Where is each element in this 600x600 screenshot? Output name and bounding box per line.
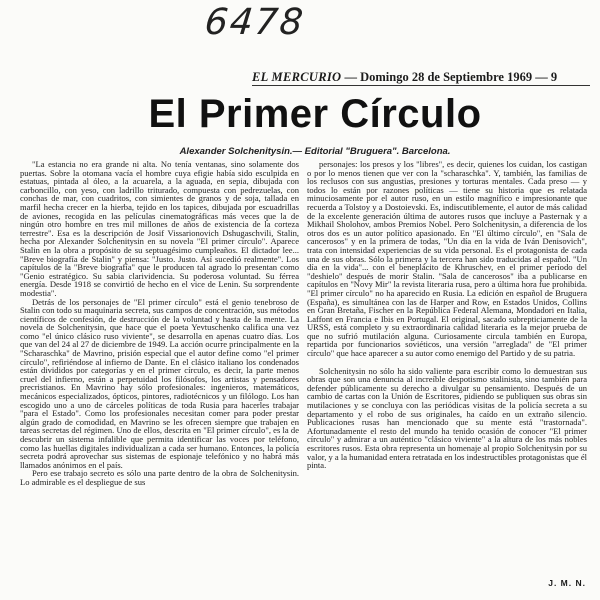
page-number: 9 xyxy=(550,70,558,84)
masthead-rule xyxy=(252,85,590,86)
article-paragraph: "La estancia no era grande ni alta. No tenía ventanas, sino solamente dos puertas. Sobre la otomana vacía el hombre cuya efigie había sido esculpida en estatuas, pintada al óleo, a la acuarela, a la aguada, en sepia, dibujada con carboncillo, con yeso, con ladrillo triturado, compuesta con pedrezuelas, con conchas de mar, con cuadritos, con simientes de granos y de soja, tallada en marfil hecha crecer en la hierba, tejido en los tapices, dibujada por escuadrillas de aviones, recogida en las películas cinematográficas más veces que la de ningún otro hombre en tres mil millones de años de existencia de la corteza terrestre". Esa es la descripción de Josif Vissarionovich Dshugaschvili, Stalin, hecha por Alexander Solchenitysin en su novela "El primer círculo". Aparece Stalin en la obra a propósito de su septuagésimo cumpleaños. El dictador lee... "Breve biografía de Stalin" y piensa: "Justo. Justo. Así sucedió realmente". Los capítulos de la "Breve biografía" que le producen tal agrado lo presentan como "Genio estratégico. Su sabia clarividencia. Su poderosa voluntad. Su férrea energía. Desde 1918 se convirtió de hecho en el vice de Lenin. Su sorprendente modestia". xyxy=(20,160,299,298)
newspaper-masthead xyxy=(252,70,592,85)
article-paragraph: Solchenitysin no sólo ha sido valiente para escribir como lo demuestran sus obras que son una denuncia al increíble despotismo stalinista, sino también para defender públicamente su derecho a divulgar su pensamiento. Después de un cambio de cartas con la Unión de Escritores, pidiendo se publiquen sus obras sin mutilaciones y se concluya con las periódicas visitas de la policía secreta a su departamento y el robo de sus originales, ha caído en un extraño silencio. Publicaciones rusas han mencionado que su mente está "trastornada". Afortunadamente el resto del mundo ha tenido ocasión de conocer "El primer círculo" y admirar a un auténtico "clásico viviente" a la altura de los más nobles escritores rusos. Esta obra representa un homenaje al propio Solchenitysin por su valor, y a la humanidad entera retratada en los indestructibles protagonistas que él pinta. xyxy=(307,365,587,471)
article-headline: El Primer Círculo xyxy=(148,92,482,136)
article-paragraph: Pero ese trabajo secreto es sólo una parte dentro de la obra de Solchenitysin. Lo admirable es el despliegue de sus xyxy=(20,468,299,487)
article-column-right xyxy=(307,160,587,590)
article-paragraph: personajes: los presos y los "libres", es decir, quienes los cuidan, los castigan o por lo menos tienen que ver con la "scharaschka". Y, también, las familias de los reclusos con sus angustias, presiones y torturas mentales. Cada preso — y todos lo están por razones políticas — tiene su historia que es relatada minuciosamente por el autor ruso, en un estilo magnífico e impresionante que recuerda a Tolstoy y a Dostoievski. Es, indiscutiblemente, el autor de más calidad de la excelente generación última de autores rusos que incluye a Pasternak y a Mikhail Sholohov, ambos Premios Nobel. Pero Solchenitysin, a diferencia de los otros dos es un autor político apasionado. En "El último círculo", en "Sala de cancerosos" y en la primera de todas, "Un día en la vida de Iván Denisovich", trata con intensidad experiencias de su vida personal. Es el protagonista de cada una de sus obras. Sólo la primera y la tercera han sido traducidas al español. "Un día en la vida"... con el beneplácito de Khruschev, en el primer período del "deshielo" después de morir Stalin. "Sala de cancerosos" iba a publicarse en capítulos en "Novy Mir" la revista literaria rusa, pero a última hora fue prohibida. "El primer círculo" no ha aparecido en Rusia. La edición en español de Bruguera (España), es simultánea con las de Harper and Row, en Estados Unidos, Collins en Gran Bretaña, Fischer en la República Federal Alemana, Mondadori en Italia, Laffont en Francia e Ibis en Portugal. El original, sacado subrepticiamente de la URSS, está completo y su extraordinaria calidad literaria es la mejor prueba de que no sufrió mutilación alguna. Curiosamente circula también en Europa, repartida por funcionarios soviéticos, una versión "arreglada" de "El primer círculo" que hace aparecer a su autor como enemigo del Partido y de su patria. xyxy=(307,160,587,359)
publication-date: — Domingo 28 de Septiembre 1969 — xyxy=(344,70,548,84)
article-paragraph: Detrás de los personajes de "El primer círculo" está el genio tenebroso de Stalin con todo su maquinaria secreta, sus campos de concentración, sus métodos científicos de confesión, de destrucción de la voluntad y hasta de la mente. La novela de Solchenitysin, que hace que el poeta Yevtuschenko califica una vez como "el único clásico ruso viviente", se desarrolla en apenas cuatro días. Los que van del 24 al 27 de diciembre de 1949. La acción ocurre principalmente en la "Scharaschka" de Mavrino, prisión especial que el autor define como "el primer círculo", refiriéndose al infierno de Dante. En el clásico italiano los condenados están divididos por categorías y en el primer círculo, es decir, la parte menos cruel del infierno, están a perpetuidad los filósofos, los artistas y pensadores precristianos. En Mavrino hay sólo profesionales: ingenieros, matemáticos, mecánicos especializados, ópticos, pintores, radiotécnicos y un filólogo. Los han escogido uno a uno de cárceles políticas de toda Rusia para hacerles trabajar "para el Estado". Como los profesionales necesitan comer para poder prestar algún grado de comodidad, en Mavrino se les ofrecen siempre que trabajen en tareas secretas del régimen. Uno de ellos, descrita en "El primer círculo", es la de descubrir un sistema infalible que permita identificar las voces por teléfono, como las huellas digitales individualizan a cada ser humano. Entonces, la policía secreta podrá aprovechar sus sistemas de espionaje telefónico y no habrá más llamados anónimos en el país. xyxy=(20,296,299,470)
newspaper-name: EL MERCURIO xyxy=(252,70,342,84)
handwritten-archive-number: 6478 xyxy=(202,2,307,43)
article-byline: Alexander Solchenitysin.— Editorial "Bruguera". Barcelona. xyxy=(179,146,451,157)
article-column-left xyxy=(20,160,299,592)
author-initials: J. M. N. xyxy=(548,578,586,588)
